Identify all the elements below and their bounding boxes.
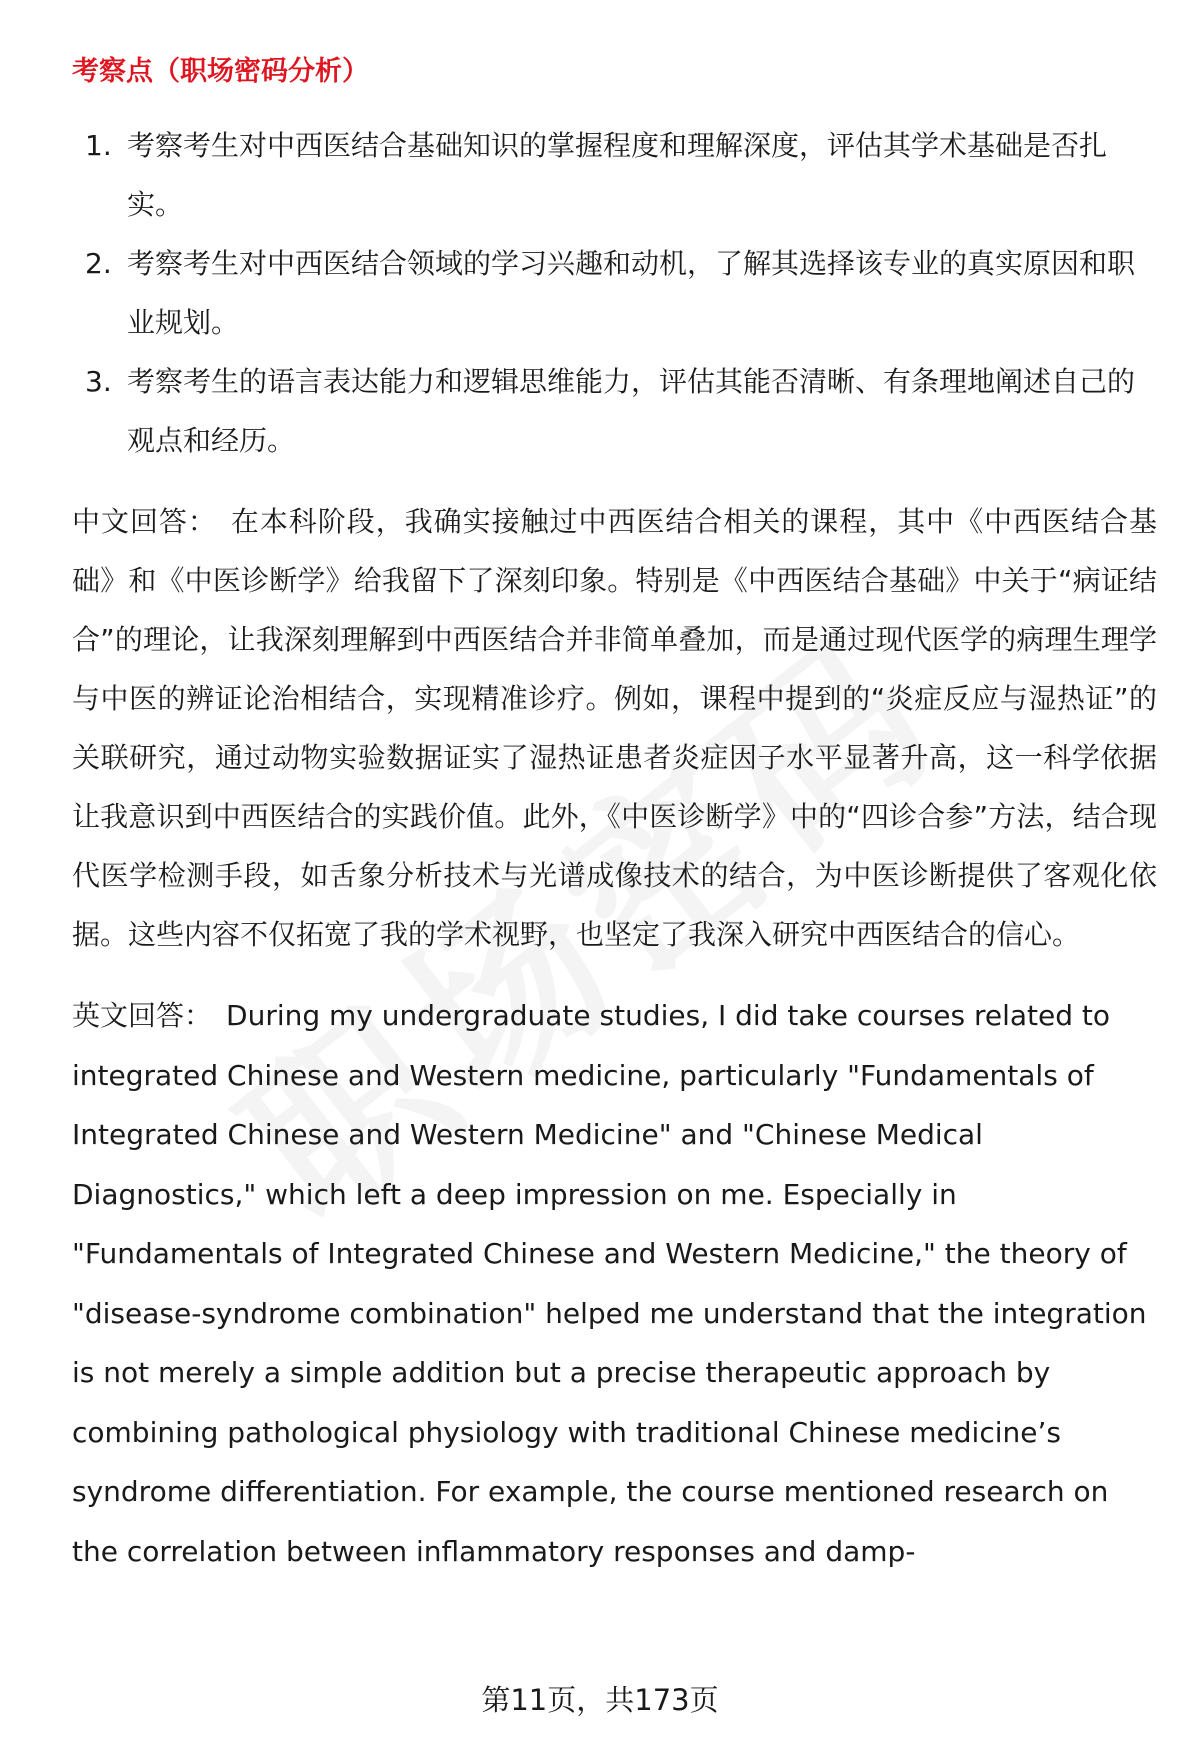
list-item-number: 1. [85, 129, 112, 162]
list-item-text: 考察考生的语言表达能力和逻辑思维能力，评估其能否清晰、有条理地阐述自己的观点和经历。 [127, 365, 1136, 457]
english-answer-text: During my undergraduate studies, I did take courses related to integrated Chinese and Western medicine, particularly "Fundamentals of Integrated Chinese and Western Medicine" and "Chinese Medical Diagnostics," which left a deep impression on me. Especially in "Fundamentals of Integrated Chinese and Western Medicine," the theory of "disease-syndrome combination" helped me understand that the integration is not merely a simple addition but a precise therapeutic approach by combining pathological physiology with traditional Chinese medicine’s syndrome differentiation. For example, the course mentioned research on the correlation between inflammatory responses and damp- [72, 999, 1147, 1568]
chinese-answer-label: 中文回答： [72, 505, 217, 538]
page-number-footer: 第11页，共173页 [481, 1683, 719, 1717]
list-item-number: 2. [85, 247, 112, 280]
page-content [72, 52, 1157, 1581]
english-answer [72, 986, 1157, 1581]
section-heading: 考察点（职场密码分析） [72, 56, 369, 87]
list-item [72, 116, 1157, 234]
english-answer-label: 英文回答： [72, 999, 213, 1032]
list-item-text: 考察考生对中西医结合基础知识的掌握程度和理解深度，评估其学术基础是否扎实。 [127, 129, 1108, 221]
list-item-number: 3. [85, 365, 112, 398]
list-item-text: 考察考生对中西医结合领域的学习兴趣和动机，了解其选择该专业的真实原因和职业规划。 [127, 247, 1136, 339]
chinese-answer-text: 在本科阶段，我确实接触过中西医结合相关的课程，其中《中西医结合基础》和《中医诊断学》给我留下了深刻印象。特别是《中西医结合基础》中关于“病证结合”的理论，让我深刻理解到中西医结合并非简单叠加，而是通过现代医学的病理生理学与中医的辨证论治相结合，实现精准诊疗。例如，课程中提到的“炎症反应与湿热证”的关联研究，通过动物实验数据证实了湿热证患者炎症因子水平显著升高，这一科学依据让我意识到中西医结合的实践价值。此外，《中医诊断学》中的“四诊合参”方法，结合现代医学检测手段，如舌象分析技术与光谱成像技术的结合，为中医诊断提供了客观化依据。这些内容不仅拓宽了我的学术视野，也坚定了我深入研究中西医结合的信心。 [72, 505, 1157, 951]
list-item [72, 352, 1157, 470]
assessment-points-list [72, 116, 1157, 470]
chinese-answer [72, 492, 1157, 964]
list-item [72, 234, 1157, 352]
